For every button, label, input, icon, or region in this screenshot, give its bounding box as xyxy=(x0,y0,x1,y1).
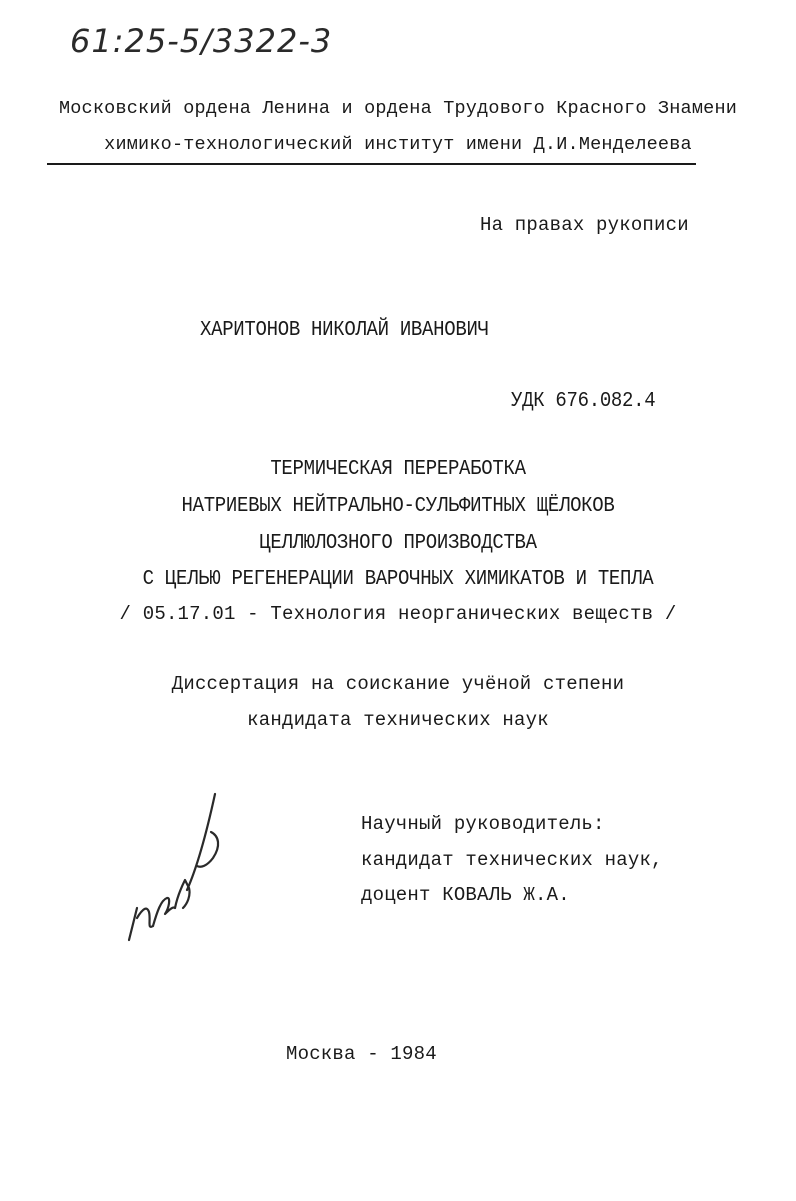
header-divider xyxy=(47,163,696,165)
title-line-1: ТЕРМИЧЕСКАЯ ПЕРЕРАБОТКА xyxy=(270,456,526,481)
title-line-2: НАТРИЕВЫХ НЕЙТРАЛЬНО-СУЛЬФИТНЫХ ЩЁЛОКОВ xyxy=(181,493,615,518)
handwritten-signature xyxy=(115,780,245,960)
title-line-3: ЦЕЛЛЮЛОЗНОГО ПРОИЗВОДСТВА xyxy=(259,530,537,555)
archive-number: 61:25-5/3322-3 xyxy=(70,22,333,60)
degree-line-1: Диссертация на соискание учёной степени xyxy=(171,673,625,695)
supervisor-line-1: Научный руководитель: xyxy=(361,813,605,835)
place-year: Москва - 1984 xyxy=(286,1043,437,1065)
specialty-line: / 05.17.01 - Технология неорганических веществ / xyxy=(119,603,677,625)
title-line-4: С ЦЕЛЬЮ РЕГЕНЕРАЦИИ ВАРОЧНЫХ ХИМИКАТОВ И ТЕПЛА xyxy=(142,566,654,591)
author-name: ХАРИТОНОВ НИКОЛАЙ ИВАНОВИЧ xyxy=(200,317,489,342)
degree-line-2: кандидата технических наук xyxy=(247,709,549,731)
supervisor-line-3: доцент КОВАЛЬ Ж.А. xyxy=(361,884,570,906)
manuscript-note: На правах рукописи xyxy=(480,214,689,236)
supervisor-line-2: кандидат технических наук, xyxy=(361,849,663,871)
institution-line-1: Московский ордена Ленина и ордена Трудового Красного Знамени xyxy=(58,98,738,119)
institution-line-2: химико-технологический институт имени Д.И.Менделеева xyxy=(104,134,692,155)
udk-code: УДК 676.082.4 xyxy=(511,388,656,413)
